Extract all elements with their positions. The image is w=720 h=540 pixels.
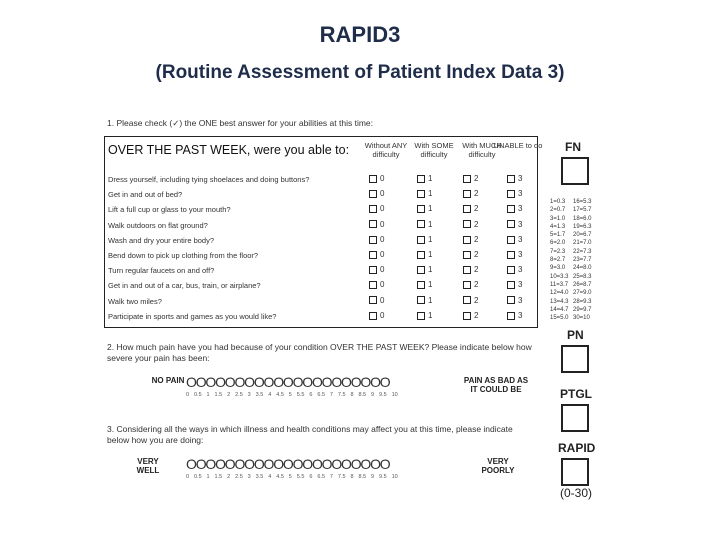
scale-entry: 1=0.3 — [550, 199, 566, 205]
question-2-prompt: 2. How much pain have you had because of your condition OVER THE PAST WEEK? Please indicate below how severe your pain has been: — [107, 342, 532, 363]
scale-entry: 27=9.0 — [573, 290, 592, 297]
answer-checkbox[interactable] — [463, 280, 478, 289]
answer-checkbox[interactable] — [463, 174, 478, 183]
scale-entry: 18=6.0 — [573, 215, 592, 222]
global-right-anchor: VERY POORLY — [481, 457, 515, 475]
table-row — [105, 234, 537, 249]
option-score: 3 — [518, 295, 523, 305]
checkbox-icon[interactable] — [507, 236, 515, 244]
checkbox-icon[interactable] — [369, 312, 377, 320]
checkbox-icon[interactable] — [417, 236, 425, 244]
option-score: 3 — [518, 250, 523, 259]
answer-checkbox[interactable] — [369, 296, 384, 305]
checkbox-icon[interactable] — [463, 175, 471, 183]
scale-entry: 3=1.0 — [550, 215, 566, 222]
answer-checkbox[interactable] — [369, 280, 384, 289]
option-score: 1 — [428, 250, 433, 259]
answer-checkbox[interactable] — [369, 265, 384, 274]
answer-checkbox[interactable] — [369, 311, 384, 320]
row-label: Bend down to pick up clothing from the floor? — [108, 251, 259, 260]
scale-entry: 26=8.7 — [573, 281, 592, 288]
checkbox-icon[interactable] — [507, 312, 515, 320]
checkbox-icon[interactable] — [463, 312, 471, 320]
option-score: 1 — [428, 280, 433, 290]
checkbox-icon[interactable] — [463, 236, 471, 244]
checkbox-icon[interactable] — [417, 281, 425, 289]
option-score: 1 — [428, 219, 433, 229]
scale-entry: 6=2.0 — [550, 240, 566, 247]
option-score: 0 — [380, 204, 385, 214]
checkbox-icon[interactable] — [417, 296, 425, 304]
answer-checkbox[interactable] — [507, 250, 522, 259]
scale-entry: 17=5.7 — [573, 207, 592, 214]
scale-entry: 24=8.0 — [573, 265, 592, 272]
fn-label: FN — [565, 140, 581, 154]
scale-entry: 9=3.0 — [550, 265, 566, 272]
global-left-anchor: VERY WELL — [136, 457, 160, 475]
scale-entry: 28=9.3 — [573, 298, 592, 305]
checkbox-icon[interactable] — [463, 251, 471, 259]
option-score: 3 — [518, 280, 523, 290]
option-score: 1 — [428, 204, 433, 214]
pain-left-anchor: NO PAIN — [151, 376, 185, 385]
scale-entry: 5=1.7 — [550, 232, 566, 239]
pn-score-box[interactable] — [561, 345, 589, 373]
pain-scale-ticks: 0 0.5 1 1.5 2 2.5 3 3.5 4 4.5 5 5.5 6 6.5 7 7.5 8 8.5 9 9.5 10 — [186, 392, 398, 398]
table-row — [105, 310, 537, 325]
option-score: 0 — [380, 265, 385, 275]
checkbox-icon[interactable] — [507, 220, 515, 228]
question-3-prompt: 3. Considering all the ways in which illness and health conditions may affect you at this time, please indicate below how you are doing: — [107, 424, 513, 445]
checkbox-icon[interactable] — [369, 251, 377, 259]
option-score: 0 — [380, 310, 385, 320]
function-table — [104, 136, 543, 328]
table-row — [105, 173, 537, 188]
fn-conversion-scale-right — [573, 198, 592, 322]
checkbox-icon[interactable] — [507, 266, 515, 274]
option-score: 1 — [428, 310, 433, 320]
question-1-prompt: 1. Please check (✓) the ONE best answer for your abilities at this time: — [107, 118, 374, 128]
option-score: 1 — [428, 234, 433, 244]
row-label: Walk outdoors on flat ground? — [108, 220, 208, 230]
row-label: Get in and out of a car, bus, train, or airplane? — [108, 281, 261, 291]
checkbox-icon[interactable] — [463, 205, 471, 213]
checkbox-icon[interactable] — [369, 220, 377, 228]
scale-entry: 22=7.3 — [573, 248, 592, 255]
checkbox-icon[interactable] — [507, 190, 515, 198]
table-row — [105, 264, 537, 279]
answer-checkbox[interactable] — [507, 235, 522, 244]
scale-entry: 23=7.7 — [573, 257, 592, 264]
answer-checkbox[interactable] — [417, 250, 432, 259]
column-header: UNABLE to do — [493, 141, 543, 150]
answer-checkbox[interactable] — [463, 296, 478, 305]
option-score: 1 — [428, 295, 433, 305]
answer-checkbox[interactable] — [463, 265, 478, 274]
checkbox-icon[interactable] — [463, 296, 471, 304]
answer-checkbox[interactable] — [369, 250, 384, 259]
page-subtitle: (Routine Assessment of Patient Index Data 3) — [155, 62, 565, 83]
answer-checkbox[interactable] — [417, 204, 432, 213]
row-label: Lift a full cup or glass to your mouth? — [108, 205, 231, 215]
option-score: 2 — [474, 295, 479, 305]
option-score: 2 — [474, 265, 479, 275]
scale-entry: 11=3.7 — [550, 281, 569, 288]
answer-checkbox[interactable] — [507, 204, 522, 213]
table-row — [105, 295, 537, 310]
row-label: Walk two miles? — [108, 296, 162, 306]
fn-conversion-scale-left — [550, 198, 569, 322]
answer-checkbox[interactable] — [417, 311, 432, 320]
answer-checkbox[interactable] — [507, 280, 522, 289]
option-score: 0 — [380, 219, 385, 229]
answer-checkbox[interactable] — [417, 220, 432, 229]
scale-entry: 4=1.3 — [550, 223, 566, 230]
option-score: 3 — [518, 204, 523, 214]
pn-label: PN — [567, 328, 584, 342]
option-score: 1 — [428, 174, 433, 183]
fn-score-box[interactable] — [561, 157, 589, 185]
pain-scale-circles[interactable]: OOOOOOOOOOOOOOOOOOOOO — [186, 374, 390, 390]
option-score: 3 — [518, 174, 523, 183]
pain-right-anchor: PAIN AS BAD AS IT COULD BE — [463, 376, 529, 394]
checkbox-icon[interactable] — [369, 205, 377, 213]
global-scale-circles[interactable]: OOOOOOOOOOOOOOOOOOOOO — [186, 456, 390, 472]
scale-entry: 14=4.7 — [550, 306, 569, 313]
option-score: 2 — [474, 189, 479, 199]
scale-entry: 19=6.3 — [573, 223, 592, 230]
option-score: 0 — [380, 295, 385, 305]
table-row — [105, 279, 537, 294]
answer-checkbox[interactable] — [463, 250, 478, 259]
row-label: Dress yourself, including tying shoelaces and doing buttons? — [108, 175, 310, 184]
checkbox-icon[interactable] — [417, 312, 425, 320]
checkbox-icon[interactable] — [463, 281, 471, 289]
scale-entry: 16=5.3 — [573, 199, 592, 205]
checkbox-icon[interactable] — [369, 236, 377, 244]
option-score: 2 — [474, 234, 479, 244]
scale-entry: 30=10 — [573, 315, 590, 322]
scale-entry: 7=2.3 — [550, 248, 566, 255]
option-score: 2 — [474, 174, 479, 183]
answer-checkbox[interactable] — [463, 220, 478, 229]
option-score: 2 — [474, 219, 479, 229]
column-header: Without ANY difficulty — [364, 141, 408, 159]
answer-checkbox[interactable] — [507, 296, 522, 305]
answer-checkbox[interactable] — [369, 204, 384, 213]
checkbox-icon[interactable] — [417, 266, 425, 274]
table-row — [105, 249, 537, 264]
page-title: RAPID3 — [319, 22, 401, 47]
checkbox-icon[interactable] — [507, 175, 515, 183]
scale-entry: 10=3.3 — [550, 273, 569, 280]
option-score: 2 — [474, 280, 479, 290]
checkbox-icon[interactable] — [417, 175, 425, 183]
checkbox-icon[interactable] — [417, 220, 425, 228]
checkbox-icon[interactable] — [369, 281, 377, 289]
option-score: 3 — [518, 189, 523, 199]
option-score: 0 — [380, 250, 385, 259]
checkbox-icon[interactable] — [417, 251, 425, 259]
table-row — [105, 203, 537, 218]
checkbox-icon[interactable] — [369, 175, 377, 183]
checkbox-icon[interactable] — [369, 190, 377, 198]
rapid-label: RAPID — [558, 441, 596, 455]
answer-checkbox[interactable] — [417, 265, 432, 274]
row-label: Participate in sports and games as you would like? — [108, 311, 277, 321]
scale-entry: 15=5.0 — [550, 315, 569, 322]
option-score: 0 — [380, 189, 385, 199]
checkbox-icon[interactable] — [463, 220, 471, 228]
rapid-range: (0-30) — [560, 486, 593, 500]
answer-checkbox[interactable] — [463, 189, 478, 198]
table-row — [105, 219, 537, 234]
scale-entry: 8=2.7 — [550, 257, 566, 264]
global-scale-ticks: 0 0.5 1 1.5 2 2.5 3 3.5 4 4.5 5 5.5 6 6.5 7 7.5 8 8.5 9 9.5 10 — [186, 474, 398, 480]
scale-entry: 25=8.3 — [573, 273, 592, 280]
column-header: With SOME difficulty — [414, 141, 454, 159]
scale-entry: 12=4.0 — [550, 290, 569, 297]
option-score: 2 — [474, 204, 479, 214]
checkbox-icon[interactable] — [417, 205, 425, 213]
answer-checkbox[interactable] — [417, 189, 432, 198]
checkbox-icon[interactable] — [417, 190, 425, 198]
answer-checkbox[interactable] — [507, 189, 522, 198]
scale-entry: 21=7.0 — [573, 240, 592, 247]
table-header: OVER THE PAST WEEK, were you able to: — [108, 143, 350, 157]
option-score: 0 — [380, 234, 385, 244]
answer-checkbox[interactable] — [417, 296, 432, 305]
option-score: 1 — [428, 189, 433, 199]
answer-checkbox[interactable] — [369, 189, 384, 198]
option-score: 1 — [428, 265, 433, 275]
answer-checkbox[interactable] — [463, 204, 478, 213]
row-label: Wash and dry your entire body? — [108, 235, 215, 245]
option-score: 2 — [474, 310, 479, 320]
option-score: 0 — [380, 174, 385, 183]
checkbox-icon[interactable] — [369, 296, 377, 304]
ptgl-label: PTGL — [560, 387, 592, 401]
answer-checkbox[interactable] — [369, 220, 384, 229]
answer-checkbox[interactable] — [507, 220, 522, 229]
answer-checkbox[interactable] — [463, 311, 478, 320]
ptgl-score-box[interactable] — [561, 404, 589, 432]
row-label: Get in and out of bed? — [108, 190, 183, 200]
answer-checkbox[interactable] — [369, 235, 384, 244]
column-header: With MUCH difficulty — [462, 141, 502, 159]
rapid-score-box[interactable] — [561, 458, 589, 486]
answer-checkbox[interactable] — [463, 235, 478, 244]
scale-entry: 13=4.3 — [550, 298, 569, 305]
answer-checkbox[interactable] — [507, 311, 522, 320]
scale-entry: 29=9.7 — [573, 306, 592, 313]
answer-checkbox[interactable] — [507, 265, 522, 274]
option-score: 0 — [380, 280, 385, 290]
table-row — [105, 188, 537, 203]
option-score: 2 — [474, 250, 479, 259]
answer-checkbox[interactable] — [417, 235, 432, 244]
checkbox-icon[interactable] — [463, 266, 471, 274]
checkbox-icon[interactable] — [507, 205, 515, 213]
checkbox-icon[interactable] — [507, 296, 515, 304]
checkbox-icon[interactable] — [507, 251, 515, 259]
scale-entry: 20=6.7 — [573, 232, 592, 239]
scale-entry: 2=0.7 — [550, 207, 566, 214]
option-score: 3 — [518, 219, 523, 229]
answer-checkbox[interactable] — [507, 174, 522, 183]
option-score: 3 — [518, 310, 523, 320]
answer-checkbox[interactable] — [369, 174, 384, 183]
checkbox-icon[interactable] — [463, 190, 471, 198]
answer-checkbox[interactable] — [417, 280, 432, 289]
answer-checkbox[interactable] — [417, 174, 432, 183]
row-label: Turn regular faucets on and off? — [108, 266, 215, 276]
option-score: 3 — [518, 265, 523, 275]
option-score: 3 — [518, 234, 523, 244]
checkbox-icon[interactable] — [369, 266, 377, 274]
checkbox-icon[interactable] — [507, 281, 515, 289]
